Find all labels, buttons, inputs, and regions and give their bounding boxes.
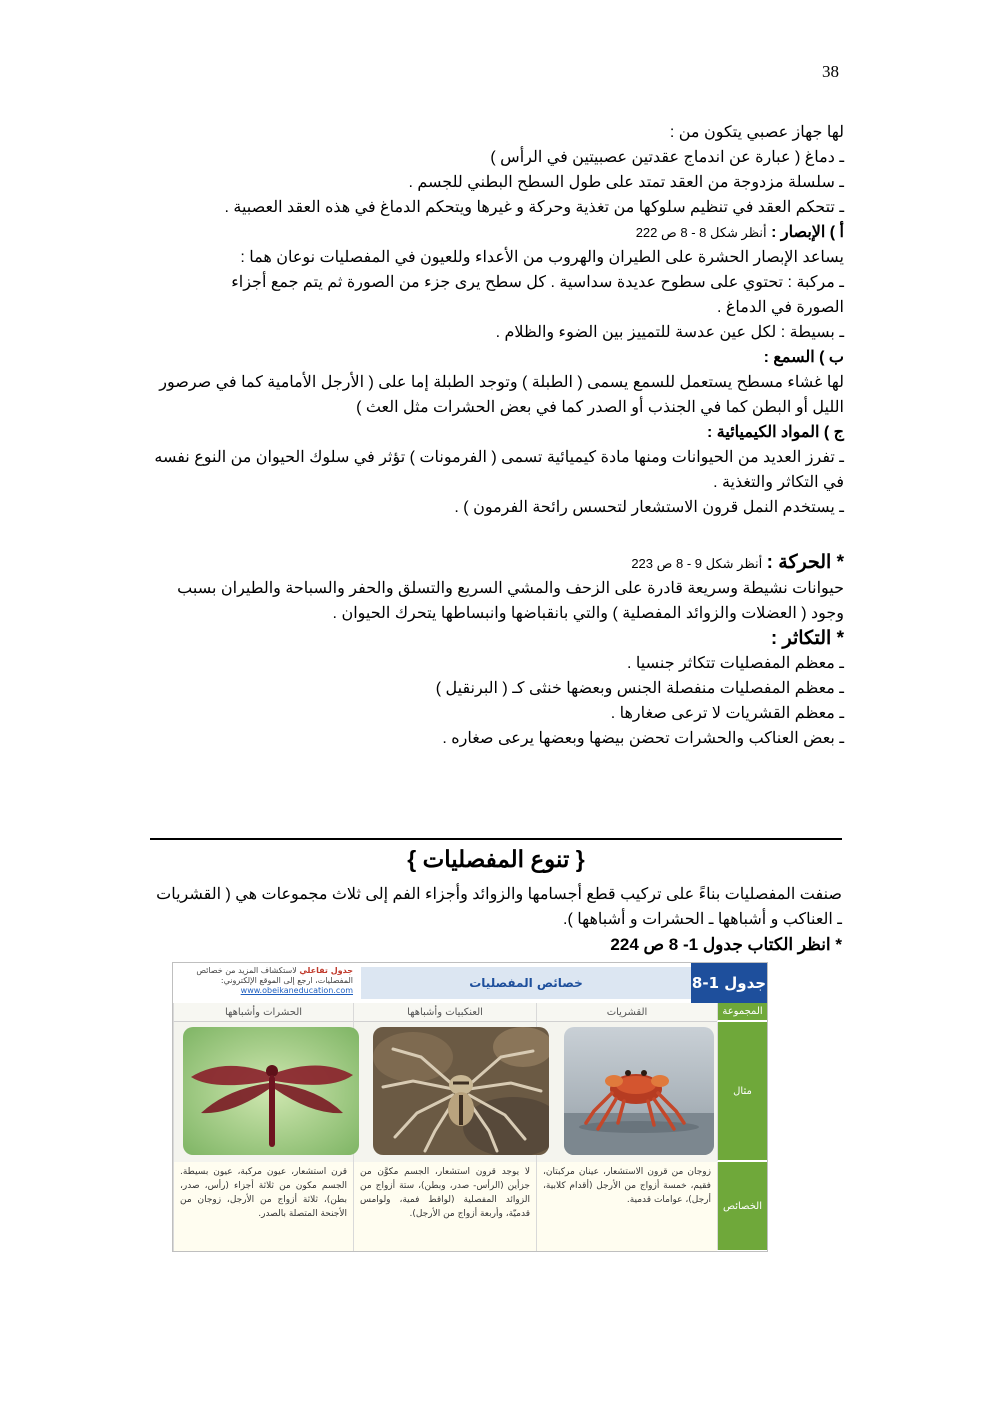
traits-insects: قرن استشعار، عيون مركبة، عيون بسيطة. الجسم مكون من ثلاثة أجزاء (رأس، صدر، بطن)، ثلاثة أزواج من الأرجل، زوجان من الأجنحة المتصلة بالصدر. — [173, 1162, 353, 1251]
movement-heading — [150, 550, 844, 576]
repro-item-4: ـ بعض العناكب والحشرات تحضن بيضها وبعضها يرعى صغاره . — [442, 730, 844, 747]
table-reference: * انظر الكتاب جدول 1- 8 ص 224 — [610, 935, 842, 954]
traits-crustaceans: زوجان من قرون الاستشعار، عينان مركبتان، فقيم، خمسة أزواج من الأرجل (أقدام كلابية، أرجل)، عوامات قدمية. — [536, 1162, 717, 1251]
note-link[interactable]: www.obeikaneducation.com — [240, 986, 353, 995]
dragonfly-image — [183, 1027, 359, 1155]
hearing-text: لها غشاء مسطح يستعمل للسمع يسمى ( الطبلة ) وتوجد الطبلة إما على ( الأرجل الأمامية كما في صرصور الليل أو البطن كما في الجنذب أو الصدر كما في بعض الحشرات مثل العث ) — [159, 374, 844, 416]
vision-title: أ ) الإبصار : — [771, 224, 844, 241]
body-text — [150, 120, 844, 751]
table-title: خصائص المفصليات — [361, 967, 691, 999]
section-intro — [150, 882, 842, 957]
nervous-intro: لها جهاز عصبي يتكون من : — [669, 124, 844, 141]
classification-text: صنفت المفصليات بناءً على تركيب قطع أجسامها والزوائد وأجزاء الفم إلى ثلاث مجموعات هي ( القشريات ـ العناكب و أشباهها ـ الحشرات و أشباهها ). — [156, 886, 842, 928]
movement-ref: أنظر شكل 9 - 8 ص 223 — [631, 556, 763, 571]
table-header — [173, 963, 767, 1003]
pheromone-item: ـ تفرز العديد من الحيوانات ومنها مادة كيميائية تسمى ( الفرمونات ) تؤثر في سلوك الحيوان من النوع نفسه في التكاثر والتغذية . — [154, 449, 844, 491]
reproduction-heading: * التكاثر : — [770, 628, 844, 649]
col-head-insects: الحشرات وأشباهها — [173, 1003, 353, 1022]
spider-image — [373, 1027, 549, 1155]
section-divider — [150, 838, 842, 840]
movement-text: حيوانات نشيطة وسريعة قادرة على الزحف والمشي السريع والتسلق والحفر والسباحة والطيران بسبب وجود ( العضلات والزوائد المفصلية ) والتي بانقباضها وانبساطها يتحرك الحيوان . — [177, 580, 844, 622]
ganglia-item: ـ سلسلة مزدوجة من العقد تمتد على طول السطح البطني للجسم . — [408, 174, 844, 191]
control-item: ـ تتحكم العقد في تنظيم سلوكها من تغذية وحركة و غيرها ويتحكم الدماغ في هذه العقد العصبية . — [224, 199, 844, 216]
movement-title: * الحركة : — [766, 552, 844, 573]
repro-item-1: ـ معظم المفصليات تتكاثر جنسيا . — [627, 655, 844, 672]
note-text: لاستكشاف المزيد من خصائص المفصليات، ارجع إلى الموقع الإلكتروني: — [196, 966, 353, 985]
repro-item-3: ـ معظم القشريات لا ترعى صغارها . — [610, 705, 844, 722]
vision-text: يساعد الإبصار الحشرة على الطيران والهروب من الأعداء وللعيون في المفصليات نوعان هما : — [240, 249, 844, 266]
section-title: { تنوع المفصليات } — [407, 846, 585, 872]
page-number: 38 — [822, 62, 839, 81]
simple-eye-item: ـ بسيطة : لكل عين عدسة للتمييز بين الضوء والظلام . — [495, 324, 844, 341]
repro-item-2: ـ معظم المفصليات منفصلة الجنس وبعضها خنثى كـ ( البرنقيل ) — [435, 680, 844, 697]
table-grid — [173, 1003, 767, 1251]
crab-image — [564, 1027, 714, 1155]
ants-item: ـ يستخدم النمل قرون الاستشعار لتحسس رائحة الفرمون ) . — [454, 499, 844, 516]
col-head-crustaceans: القشريات — [536, 1003, 717, 1022]
row-label-traits: الخصائص — [717, 1162, 767, 1250]
table-label: جدول 1-8 — [691, 963, 767, 1003]
row-label-group: المجموعة — [717, 1003, 767, 1021]
arthropod-table-figure — [172, 962, 768, 1252]
hearing-heading: ب ) السمع : — [763, 349, 844, 366]
table-note — [177, 966, 353, 996]
note-badge: جدول تفاعلي — [299, 966, 353, 975]
col-head-arachnids: العنكبيات وأشباهها — [353, 1003, 536, 1022]
traits-arachnids: لا يوجد قرون استشعار، الجسم مكوَّن من جزأين (الرأس- صدر، وبطن)، ستة أزواج من الزوائد المفصلية (لواقط فمية، ولوامس قدميّة، وأربعة أزواج من الأرجل). — [353, 1162, 536, 1251]
chemicals-heading: ج ) المواد الكيميائية : — [707, 424, 844, 441]
brain-item: ـ دماغ ( عبارة عن اندماج عقدتين عصبيتين في الرأس ) — [490, 149, 844, 166]
compound-eye-item: ـ مركبة : تحتوي على سطوح عديدة سداسية . كل سطح يرى جزء من الصورة ثم يتم جمع أجزاء الصورة في الدماغ . — [231, 274, 844, 316]
vision-ref: أنظر شكل 8 - 8 ص 222 — [635, 225, 767, 240]
row-label-example: مثال — [717, 1022, 767, 1161]
vision-heading — [150, 220, 844, 245]
